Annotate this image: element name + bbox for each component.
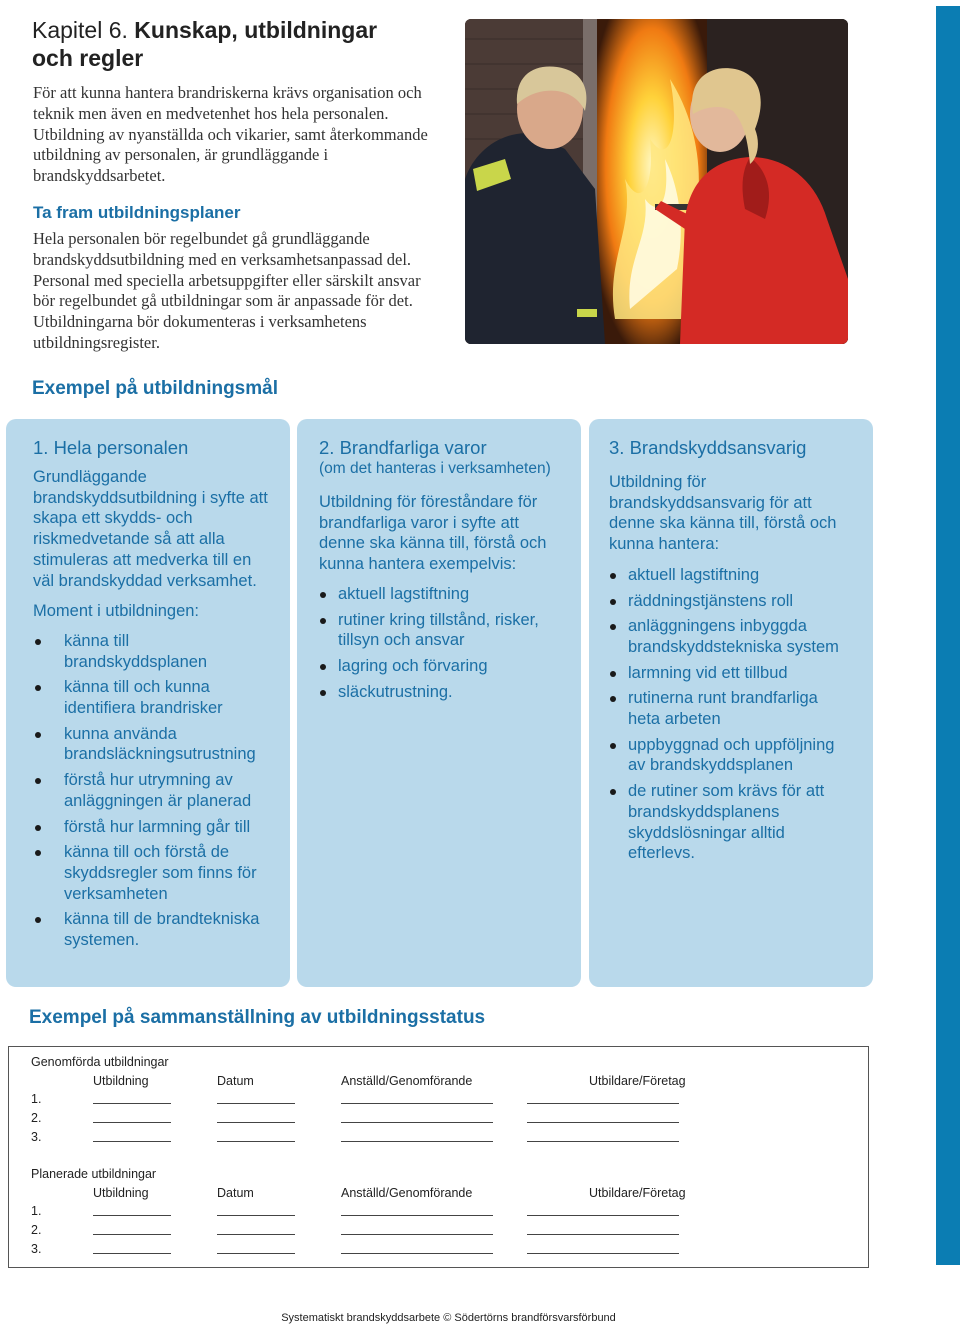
blank-line[interactable] [341,1141,493,1142]
card-subtitle: (om det hanteras i verksamheten) [319,460,551,477]
column-header-trainer: Utbildare/Företag [589,1186,686,1200]
status-heading: Exempel på sammanställning av utbildningsstatus [29,1007,486,1028]
list-item: känna till och förstå de skyddsregler som finns för verksamheten [33,842,270,904]
list-item: rutiner kring tillstånd, risker, tillsyn och ansvar [319,610,561,651]
card-bullet-list [609,565,853,864]
blank-line[interactable] [341,1253,493,1254]
column-header-date: Datum [217,1074,254,1088]
intro-paragraph: För att kunna hantera brandriskerna krävs organisation och teknik men även en medvetenhet hos hela personalen. Utbildning av nyanställda och vikarier, samt återkommande utbildning av personalen, är grundläggande i brandskyddsarbetet. [33,83,428,186]
column-header-training: Utbildning [93,1186,149,1200]
blank-line[interactable] [217,1234,295,1235]
goal-card-all-staff [6,419,290,987]
list-item: släckutrustning. [319,682,561,703]
chapter-title [32,16,452,72]
list-item: uppbyggnad och uppföljning av brandskyddsplanen [609,735,853,776]
goal-card-fire-safety-manager [589,419,873,987]
row-number: 2. [31,1111,42,1125]
list-item: aktuell lagstiftning [319,584,561,605]
list-item: förstå hur larmning går till [33,817,270,838]
blank-line[interactable] [341,1234,493,1235]
planned-section-label: Planerade utbildningar [31,1167,157,1181]
card-title: 2. Brandfarliga varor [319,437,487,458]
blank-line[interactable] [93,1215,171,1216]
list-item: känna till och kunna identifiera brandrisker [33,677,270,718]
row-number: 1. [31,1092,42,1106]
training-status-form [8,1046,869,1268]
card-description: Utbildning för brandskyddsansvarig för att denne ska känna till, förstå och kunna hantera: [609,473,837,554]
blank-line[interactable] [93,1141,171,1142]
blank-line[interactable] [217,1215,295,1216]
side-accent-bar [936,6,960,1265]
column-header-trainer: Utbildare/Företag [589,1074,686,1088]
blank-line[interactable] [217,1103,295,1104]
plans-heading: Ta fram utbildningsplaner [33,203,241,222]
blank-line[interactable] [527,1253,679,1254]
blank-line[interactable] [341,1122,493,1123]
card-bullet-list [319,584,561,703]
list-item: rutinerna runt brandfarliga heta arbeten [609,688,853,729]
blank-line[interactable] [527,1141,679,1142]
card-title: 3. Brandskyddsansvarig [609,437,807,458]
list-item: kunna använda brandsläckningsutrustning [33,724,270,765]
blank-line[interactable] [527,1215,679,1216]
blank-line[interactable] [341,1215,493,1216]
goal-card-flammable-goods [297,419,581,987]
blank-line[interactable] [217,1122,295,1123]
list-item: aktuell lagstiftning [609,565,853,586]
list-item: räddningstjänstens roll [609,591,853,612]
chapter-number: Kapitel 6. [32,17,128,43]
column-header-employee: Anställd/Genomförande [341,1186,473,1200]
blank-line[interactable] [527,1103,679,1104]
list-item: känna till brandskyddsplanen [33,631,270,672]
card-title: 1. Hela personalen [33,437,189,458]
goals-heading: Exempel på utbildningsmål [32,378,278,399]
plans-paragraph: Hela personalen bör regelbundet gå grundläggande brandskyddsutbildning med en verksamhetsanpassad del. Personal med speciella arbetsuppgifter eller särskilt ansvar bör regelbundet gå utbildningar som är anpassade för det. Utbildningarna bör dokumenteras i verksamhetens utbildningsregister. [33,229,421,352]
chapter-title-line2: och regler [32,45,144,71]
blank-line[interactable] [93,1253,171,1254]
blank-line[interactable] [93,1122,171,1123]
list-item: larmning vid ett tillbud [609,663,853,684]
list-item: lagring och förvaring [319,656,561,677]
row-number: 3. [31,1242,42,1256]
row-number: 2. [31,1223,42,1237]
blank-line[interactable] [93,1103,171,1104]
card-bullet-list [33,631,270,951]
fire-training-photo [465,19,848,344]
card-description: Grundläggande brandskyddsutbildning i syfte att skapa ett skydds- och riskmedvetande så att alla stimuleras att medverka till en väl brandskyddad verksamhet. [33,468,268,590]
completed-section-label: Genomförda utbildningar [31,1055,169,1069]
blank-line[interactable] [217,1141,295,1142]
blank-line[interactable] [341,1103,493,1104]
card-description: Utbildning för föreståndare för brandfarliga varor i syfte att denne ska känna till, förstå och kunna hantera exempelvis: [319,493,547,574]
list-item: de rutiner som krävs för att brandskyddsplanens skyddslösningar alltid efterlevs. [609,781,853,864]
chapter-title-line1: Kunskap, utbildningar [134,17,378,43]
column-header-training: Utbildning [93,1074,149,1088]
row-number: 3. [31,1130,42,1144]
list-item: känna till de brandtekniska systemen. [33,909,270,950]
card-moment-label: Moment i utbildningen: [33,602,200,621]
page-footer: Systematiskt brandskyddsarbete © Södertörns brandförsvarsförbund [281,1312,616,1324]
column-header-employee: Anställd/Genomförande [341,1074,473,1088]
blank-line[interactable] [93,1234,171,1235]
list-item: anläggningens inbyggda brandskyddstekniska system [609,616,853,657]
blank-line[interactable] [527,1234,679,1235]
blank-line[interactable] [527,1122,679,1123]
row-number: 1. [31,1204,42,1218]
list-item: förstå hur utrymning av anläggningen är planerad [33,770,270,811]
column-header-date: Datum [217,1186,254,1200]
blank-line[interactable] [217,1253,295,1254]
